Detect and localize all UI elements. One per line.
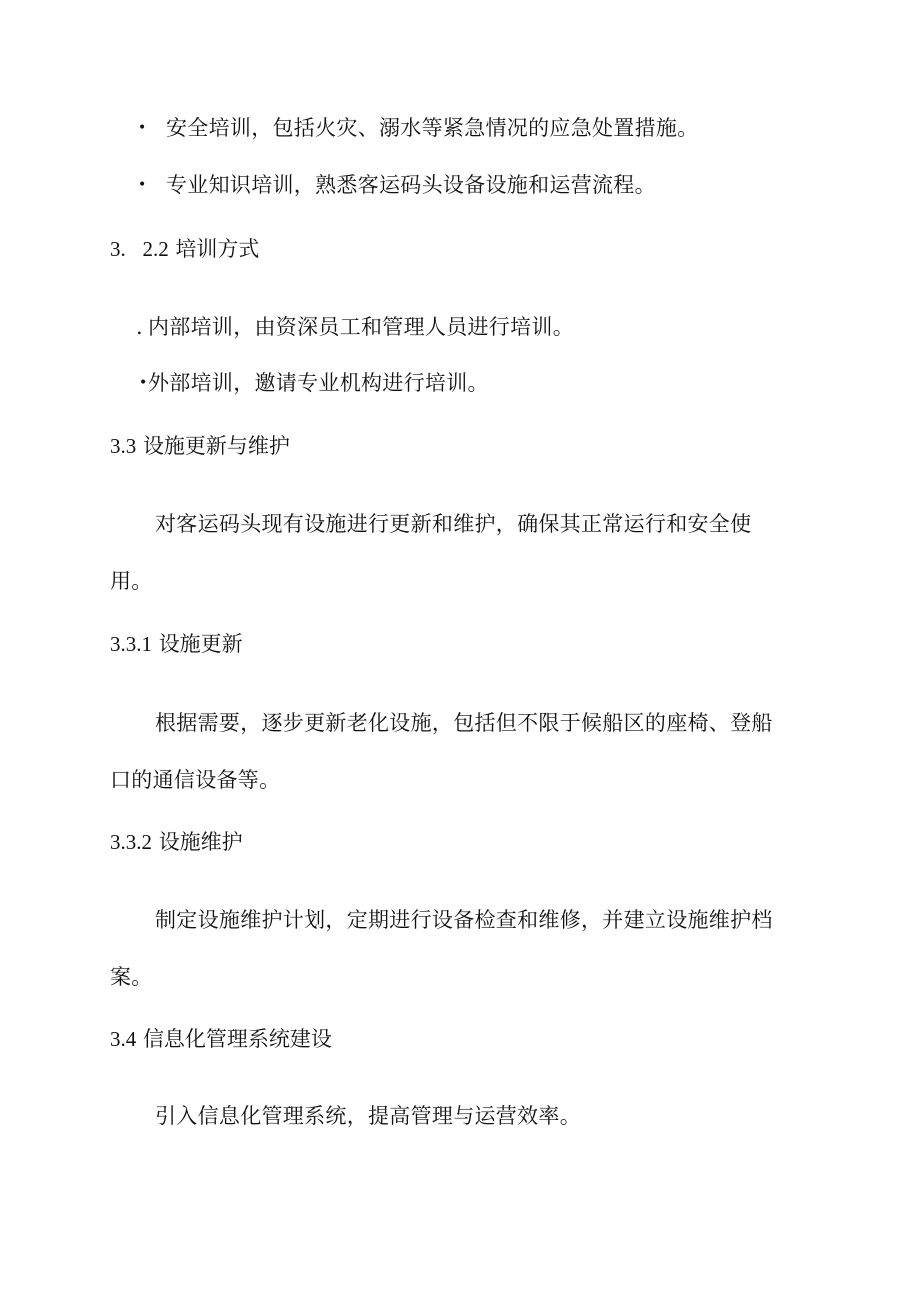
section-number: 3.3.2 — [110, 830, 152, 854]
section-title: 信息化管理系统建设 — [142, 1027, 332, 1051]
paragraph-line: 制定设施维护计划，定期进行设备检查和维修，并建立设施维护档 — [155, 908, 773, 932]
bullet-marker: • — [139, 375, 148, 391]
paragraph-line: 引入信息化管理系统，提高管理与运营效率。 — [155, 1104, 581, 1128]
bullet-marker: • — [138, 120, 147, 136]
method-item-internal: 内部培训，由资深员工和管理人员进行培训。 — [148, 315, 574, 339]
section-title: 设施更新 — [158, 632, 243, 656]
method-marker: . — [136, 315, 143, 339]
section-title: 设施维护 — [158, 830, 243, 854]
section-heading-3-2-2 — [110, 236, 259, 262]
section-heading-3-3-2 — [110, 829, 243, 855]
section-title: 培训方式 — [175, 237, 260, 261]
section-number: 3.3 — [110, 434, 137, 458]
bullet-marker: • — [138, 177, 147, 193]
section-heading-3-4 — [110, 1026, 332, 1052]
section-number: 3. — [110, 237, 126, 261]
section-number: 3.3.1 — [110, 632, 152, 656]
section-heading-3-3-1 — [110, 631, 243, 657]
bullet-item-professional-training: 专业知识培训，熟悉客运码头设备设施和运营流程。 — [166, 173, 656, 197]
method-item-external: 外部培训，邀请专业机构进行培训。 — [148, 371, 489, 395]
paragraph-line: 根据需要，逐步更新老化设施，包括但不限于候船区的座椅、登船 — [155, 711, 773, 735]
paragraph-line: 口的通信设备等。 — [110, 768, 281, 792]
section-heading-3-3 — [110, 433, 290, 459]
section-number: 2.2 — [142, 237, 169, 261]
paragraph-line: 用。 — [110, 569, 153, 593]
section-title: 设施更新与维护 — [142, 434, 290, 458]
paragraph-line: 对客运码头现有设施进行更新和维护，确保其正常运行和安全使 — [155, 512, 752, 536]
section-number: 3.4 — [110, 1027, 137, 1051]
bullet-item-safety-training: 安全培训，包括火灾、溺水等紧急情况的应急处置措施。 — [166, 116, 699, 140]
paragraph-line: 案。 — [110, 965, 153, 989]
